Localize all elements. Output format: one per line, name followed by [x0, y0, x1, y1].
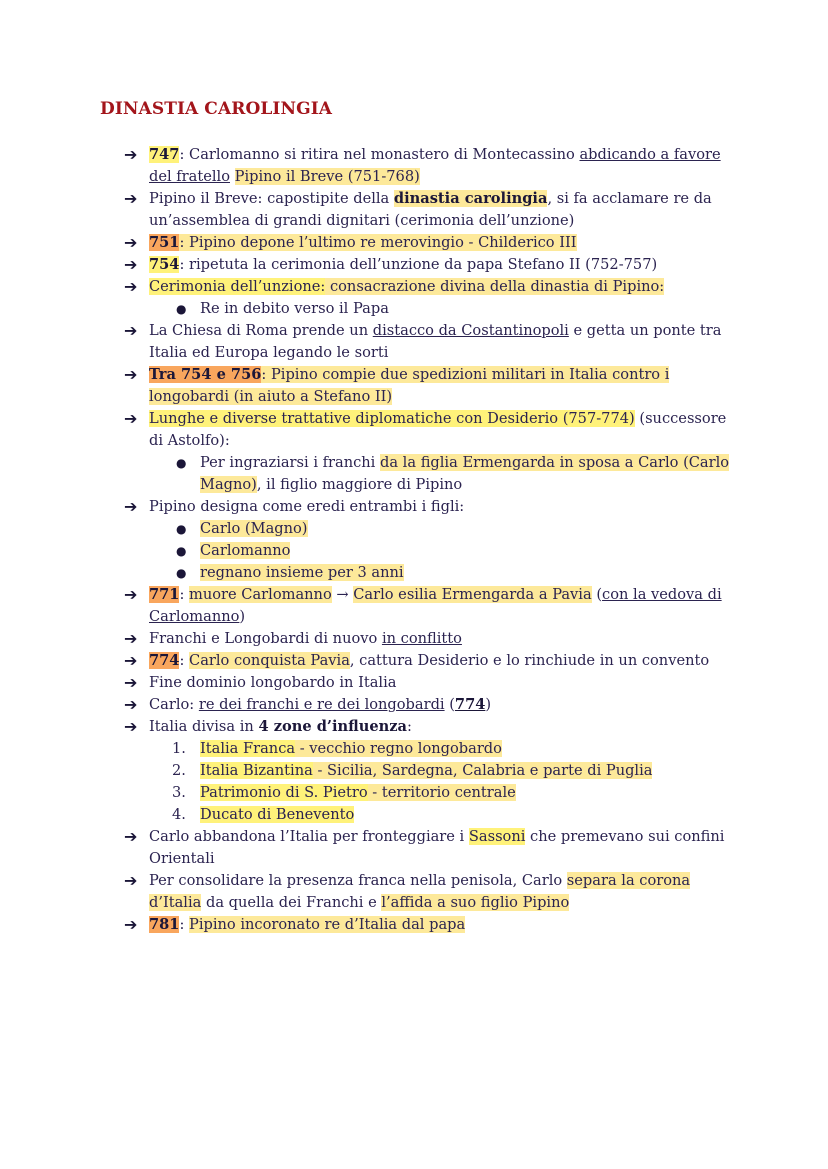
- arrow-bullet-icon: ➔: [124, 871, 138, 890]
- text-segment: Italia Franca: [200, 740, 296, 757]
- text-segment: d’Italia: [149, 894, 202, 911]
- arrow-bullet-icon: ➔: [124, 629, 138, 648]
- text-segment: :: [179, 916, 190, 933]
- text-segment: muore Carlomanno: [189, 586, 332, 603]
- text-segment: : ripetuta la cerimonia dell’unzione da papa Stefano II (752-757): [179, 256, 658, 273]
- text-segment: re dei franchi e re dei longobardi: [198, 696, 445, 713]
- text-segment: regnano insieme per 3 anni: [200, 564, 404, 581]
- note-line-cont: [0, 892, 828, 914]
- note-line-num: [0, 738, 828, 760]
- text-segment: Pipino designa come eredi entrambi i figli:: [149, 498, 465, 515]
- text-segment: ): [239, 608, 246, 625]
- arrow-bullet-icon: ➔: [124, 409, 138, 428]
- note-line-bullet-cont: [0, 474, 828, 496]
- text-segment: Carlomanno: [200, 542, 291, 559]
- note-line-cont: [0, 606, 828, 628]
- text-segment: - territorio centrale: [367, 784, 516, 801]
- text-segment: Pipino il Breve: capostipite della: [149, 190, 394, 207]
- text-segment: Italia divisa in: [149, 718, 259, 735]
- arrow-bullet-icon: ➔: [124, 585, 138, 604]
- note-line-arrow: [0, 364, 828, 386]
- text-segment: Patrimonio di S. Pietro: [200, 784, 368, 801]
- note-line-arrow: [0, 826, 828, 848]
- text-segment: Carlo esilia Ermengarda a Pavia: [353, 586, 592, 603]
- text-segment: abdicando a favore: [579, 146, 721, 163]
- text-segment: :: [179, 652, 190, 669]
- text-segment: Carlo:: [149, 696, 199, 713]
- text-segment: dinastia carolingia: [393, 190, 548, 207]
- arrow-bullet-icon: ➔: [124, 673, 138, 692]
- text-segment: (: [444, 696, 455, 713]
- note-line-bullet: [0, 518, 828, 540]
- note-line-num: [0, 782, 828, 804]
- text-segment: Carlo (Magno): [200, 520, 308, 537]
- text-segment: [230, 168, 235, 185]
- text-segment: separa la corona: [566, 872, 691, 889]
- note-line-cont: [0, 848, 828, 870]
- arrow-bullet-icon: ➔: [124, 145, 138, 164]
- text-segment: Carlomanno: [149, 608, 240, 625]
- text-segment: 747: [149, 146, 180, 163]
- arrow-bullet-icon: ➔: [124, 321, 138, 340]
- arrow-bullet-icon: ➔: [124, 365, 138, 384]
- arrow-bullet-icon: ➔: [124, 915, 138, 934]
- text-segment: Per consolidare la presenza franca nella penisola, Carlo: [149, 872, 567, 889]
- text-segment: 4 zone d’influenza: [258, 718, 408, 735]
- note-line-cont: [0, 166, 828, 188]
- text-segment: Pipino il Breve (751-768): [234, 168, 420, 185]
- text-segment: Carlo conquista Pavia: [189, 652, 350, 669]
- text-segment: di Astolfo):: [149, 432, 230, 449]
- text-segment: 774: [454, 696, 486, 713]
- text-segment: Magno): [200, 476, 257, 493]
- text-segment: con la vedova di: [602, 586, 722, 603]
- note-line-cont: [0, 342, 828, 364]
- list-number: 4.: [172, 806, 186, 823]
- note-line-arrow: [0, 870, 828, 892]
- note-line-bullet: [0, 562, 828, 584]
- text-segment: Cerimonia dell’unzione:: [149, 278, 326, 295]
- text-segment: - vecchio regno longobardo: [295, 740, 502, 757]
- text-segment: Fine dominio longobardo in Italia: [149, 674, 397, 691]
- dot-bullet-icon: ●: [176, 456, 187, 470]
- arrow-bullet-icon: ➔: [124, 695, 138, 714]
- note-line-arrow: [0, 408, 828, 430]
- text-segment: (successore: [634, 410, 727, 427]
- list-number: 3.: [172, 784, 186, 801]
- text-segment: 771: [149, 586, 180, 603]
- note-line-arrow: [0, 672, 828, 694]
- text-segment: un’assemblea di grandi dignitari (cerimonia dell’unzione): [149, 212, 575, 229]
- arrow-bullet-icon: ➔: [124, 189, 138, 208]
- text-segment: : Carlomanno si ritira nel monastero di Montecassino: [179, 146, 580, 163]
- text-segment: La Chiesa di Roma prende un: [149, 322, 373, 339]
- text-segment: distacco da Costantinopoli: [372, 322, 569, 339]
- text-segment: 751: [149, 234, 180, 251]
- dot-bullet-icon: ●: [176, 544, 187, 558]
- note-line-num: [0, 760, 828, 782]
- text-segment: , si fa acclamare re da: [547, 190, 712, 207]
- text-segment: Ducato di Benevento: [200, 806, 355, 823]
- note-line-bullet: [0, 298, 828, 320]
- dot-bullet-icon: ●: [176, 302, 187, 316]
- arrow-bullet-icon: ➔: [124, 277, 138, 296]
- text-segment: Per ingraziarsi i franchi: [200, 454, 380, 471]
- note-line-arrow: [0, 254, 828, 276]
- arrow-bullet-icon: ➔: [124, 717, 138, 736]
- text-segment: longobardi (in aiuto a Stefano II): [149, 388, 393, 405]
- text-segment: ): [485, 696, 492, 713]
- note-line-cont: [0, 430, 828, 452]
- text-segment: in conflitto: [381, 630, 462, 647]
- notes-list: [0, 144, 828, 936]
- note-line-cont: [0, 210, 828, 232]
- note-line-arrow: [0, 188, 828, 210]
- text-segment: : Pipino compie due spedizioni militari in Italia contro i: [261, 366, 670, 383]
- text-segment: , cattura Desiderio e lo rinchiude in un convento: [349, 652, 710, 669]
- arrow-bullet-icon: ➔: [124, 497, 138, 516]
- note-line-arrow: [0, 716, 828, 738]
- dot-bullet-icon: ●: [176, 566, 187, 580]
- note-line-arrow: [0, 320, 828, 342]
- text-segment: Franchi e Longobardi di nuovo: [149, 630, 382, 647]
- text-segment: Orientali: [149, 850, 215, 867]
- text-segment: Italia ed Europa legando le sorti: [149, 344, 389, 361]
- note-line-arrow: [0, 496, 828, 518]
- text-segment: Carlo abbandona l’Italia per fronteggiare i: [149, 828, 469, 845]
- text-segment: 754: [149, 256, 180, 273]
- text-segment: Italia Bizantina: [200, 762, 313, 779]
- page-title: DINASTIA CAROLINGIA: [100, 99, 333, 119]
- text-segment: 774: [149, 652, 180, 669]
- note-line-arrow: [0, 276, 828, 298]
- text-segment: che premevano sui confini: [525, 828, 725, 845]
- arrow-bullet-icon: ➔: [124, 827, 138, 846]
- note-line-arrow: [0, 650, 828, 672]
- note-line-arrow: [0, 584, 828, 606]
- text-segment: e getta un ponte tra: [568, 322, 722, 339]
- note-line-cont: [0, 386, 828, 408]
- text-segment: da quella dei Franchi e: [201, 894, 382, 911]
- text-segment: Lunghe e diverse trattative diplomatiche con Desiderio (757-774): [149, 410, 635, 427]
- dot-bullet-icon: ●: [176, 522, 187, 536]
- text-segment: :: [407, 718, 412, 735]
- text-segment: da la figlia Ermengarda in sposa a Carlo (Carlo: [380, 454, 730, 471]
- text-segment: 781: [149, 916, 180, 933]
- note-line-arrow: [0, 232, 828, 254]
- text-segment: - Sicilia, Sardegna, Calabria e parte di Puglia: [312, 762, 653, 779]
- note-line-arrow: [0, 144, 828, 166]
- list-number: 2.: [172, 762, 186, 779]
- list-number: 1.: [172, 740, 186, 757]
- text-segment: (: [591, 586, 603, 603]
- note-line-arrow: [0, 914, 828, 936]
- text-segment: l’affida a suo figlio Pipino: [381, 894, 570, 911]
- text-segment: Tra 754 e 756: [149, 366, 262, 383]
- text-segment: : Pipino depone l’ultimo re merovingio - Childerico III: [179, 234, 577, 251]
- text-segment: :: [179, 586, 190, 603]
- arrow-bullet-icon: ➔: [124, 233, 138, 252]
- text-segment: del fratello: [149, 168, 230, 185]
- note-line-arrow: [0, 628, 828, 650]
- text-segment: , il figlio maggiore di Pipino: [256, 476, 463, 493]
- note-line-bullet: [0, 452, 828, 474]
- arrow-bullet-icon: ➔: [124, 255, 138, 274]
- text-segment: consacrazione divina della dinastia di Pipino:: [325, 278, 665, 295]
- note-line-arrow: [0, 694, 828, 716]
- text-segment: Pipino incoronato re d’Italia dal papa: [189, 916, 466, 933]
- text-segment: →: [331, 586, 354, 603]
- text-segment: Re in debito verso il Papa: [200, 300, 389, 317]
- note-line-num: [0, 804, 828, 826]
- note-line-bullet: [0, 540, 828, 562]
- text-segment: Sassoni: [468, 828, 526, 845]
- arrow-bullet-icon: ➔: [124, 651, 138, 670]
